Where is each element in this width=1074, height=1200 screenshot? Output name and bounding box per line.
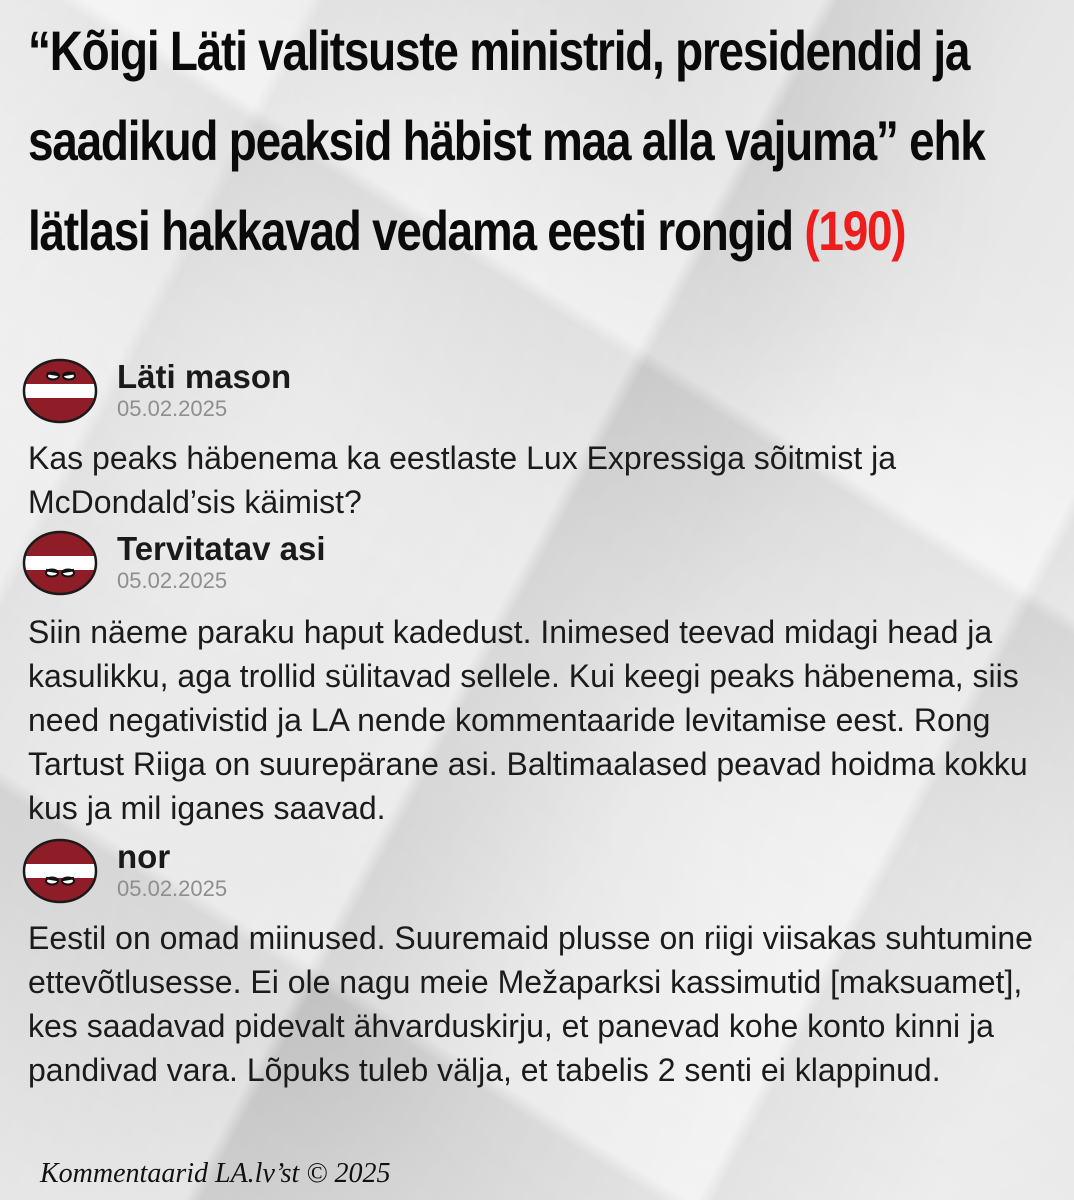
headline-text: “Kõigi Läti valitsuste ministrid, presidendid ja saadikud peaksid häbist maa alla vajuma” ehk lätlasi hakkavad vedama eesti rongid xyxy=(28,19,985,262)
comment-text: Eestil on omad miinused. Suuremaid plusse on riigi viisakas suhtumine ettevõtlusesse. Ei ole nagu meie Mežaparksi kassimutid [maksuamet], kes saadavad pidevalt ähvarduskirju, et panevad kohe konto kinni ja pandivad vara. Lõpuks tuleb välja, et tabelis 2 senti ei klappinud. xyxy=(28,920,1033,1088)
comment-text: Kas peaks häbenema ka eestlaste Lux Expressiga sõitmist ja McDondald’sis käimist? xyxy=(28,440,897,520)
footer-credit: Kommentaarid LA.lv’st © 2025 xyxy=(40,1158,391,1189)
comment-author: Tervitatav asi xyxy=(117,530,326,567)
comment-author: Läti mason xyxy=(117,358,292,395)
latvia-ball-icon xyxy=(22,530,100,596)
comment-text: Siin näeme paraku haput kadedust. Inimesed teevad midagi head ja kasulikku, aga trollid sülitavad sellele. Kui keegi peaks häbenema, siis need negativistid ja LA nende kommentaaride levitamise eest. Rong Tartust Riiga on suurepärane asi. Baltimaalased peavad hoidma kokku kus ja mil iganes saavad. xyxy=(28,614,1028,826)
comment-author: nor xyxy=(117,838,171,875)
comment-date: 05.02.2025 xyxy=(117,876,228,901)
comment-date: 05.02.2025 xyxy=(117,396,228,421)
comment-count[interactable]: (190) xyxy=(804,199,906,262)
latvia-ball-icon xyxy=(22,358,100,424)
comment-date: 05.02.2025 xyxy=(117,568,228,593)
latvia-ball-icon xyxy=(22,838,100,904)
page-title xyxy=(28,6,1053,276)
